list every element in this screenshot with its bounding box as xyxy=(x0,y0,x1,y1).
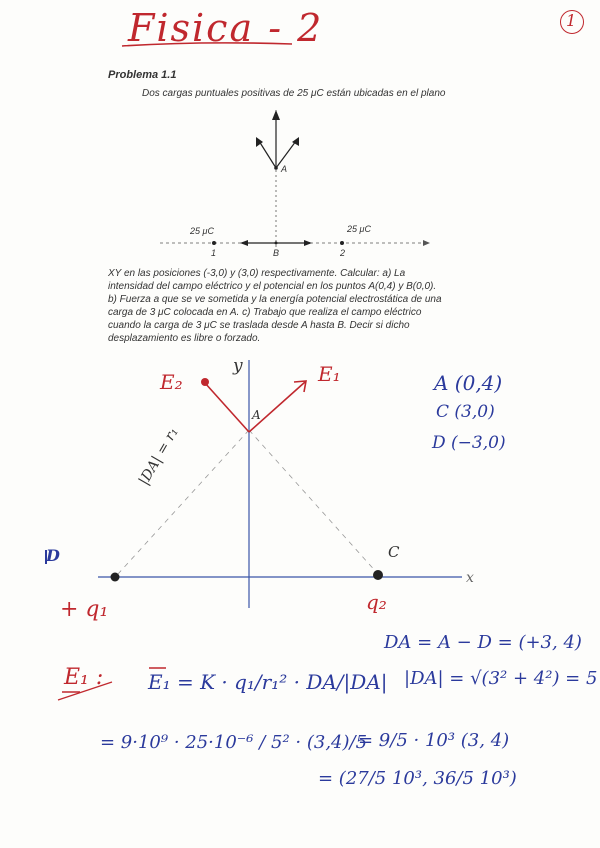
y-axis-label: y xyxy=(233,356,243,376)
problem-line-2: intensidad del campo eléctrico y el potencial en los puntos A(0,4) y B(0,0). xyxy=(108,281,437,292)
diagram-point-d: D xyxy=(46,546,60,565)
e1-formula: E₁ = K · q₁/r₁² · DA/|DA| xyxy=(148,670,388,694)
printed-charge-right: 25 μC xyxy=(347,224,371,234)
printed-label-2: 2 xyxy=(340,248,346,258)
coord-d: D (−3,0) xyxy=(432,433,506,453)
diagram-point-c: C xyxy=(388,543,400,561)
da-magnitude: |DA| = √(3² + 4²) = 5 xyxy=(404,668,598,689)
coord-c: C (3,0) xyxy=(436,402,495,422)
distance-label: |DA| = r₁ xyxy=(136,424,182,488)
printed-charge-left: 25 μC xyxy=(190,226,214,236)
problem-line-6: desplazamiento es libre o forzado. xyxy=(108,333,261,344)
problem-line-5: cuando la carga de 3 μC se traslada desde A hasta B. Decir si dicho xyxy=(108,320,410,331)
diagram-point-a: A xyxy=(252,408,261,422)
problem-line-4: carga de 3 μC colocada en A. c) Trabajo que realiza el campo eléctrico xyxy=(108,307,422,318)
equation-line-4: = (27/5 10³, 36/5 10³) xyxy=(318,768,517,789)
equation-line-3-left: = 9·10⁹ · 25·10⁻⁶ / 5² · (3,4)/5 xyxy=(100,732,368,753)
x-axis-label: x xyxy=(466,570,474,586)
printed-point-a: A xyxy=(281,164,288,174)
e1-label: E₁ xyxy=(318,362,341,386)
page-number: 1 xyxy=(566,11,577,30)
problem-label: Problema 1.1 xyxy=(108,69,177,81)
e2-label: E₂ xyxy=(160,370,183,394)
page-title: Fisica - 2 xyxy=(128,6,324,50)
q1-label: + q₁ xyxy=(60,597,109,622)
equation-line-3-right: = 9/5 · 10³ (3, 4) xyxy=(358,730,510,751)
coord-a: A (0,4) xyxy=(434,371,503,395)
printed-label-1: 1 xyxy=(211,248,217,258)
da-vector: DA = A − D = (+3, 4) xyxy=(384,632,582,653)
problem-line-3: b) Fuerza a que se ve sometida y la energía potencial electrostática de una xyxy=(108,294,442,305)
e1-heading: E₁ : xyxy=(64,665,104,690)
problem-intro: Dos cargas puntuales positivas de 25 μC están ubicadas en el plano xyxy=(142,88,446,99)
problem-line-1: XY en las posiciones (-3,0) y (3,0) respectivamente. Calcular: a) La xyxy=(108,268,406,279)
q2-label: q₂ xyxy=(366,590,387,614)
printed-point-b: B xyxy=(273,248,280,258)
